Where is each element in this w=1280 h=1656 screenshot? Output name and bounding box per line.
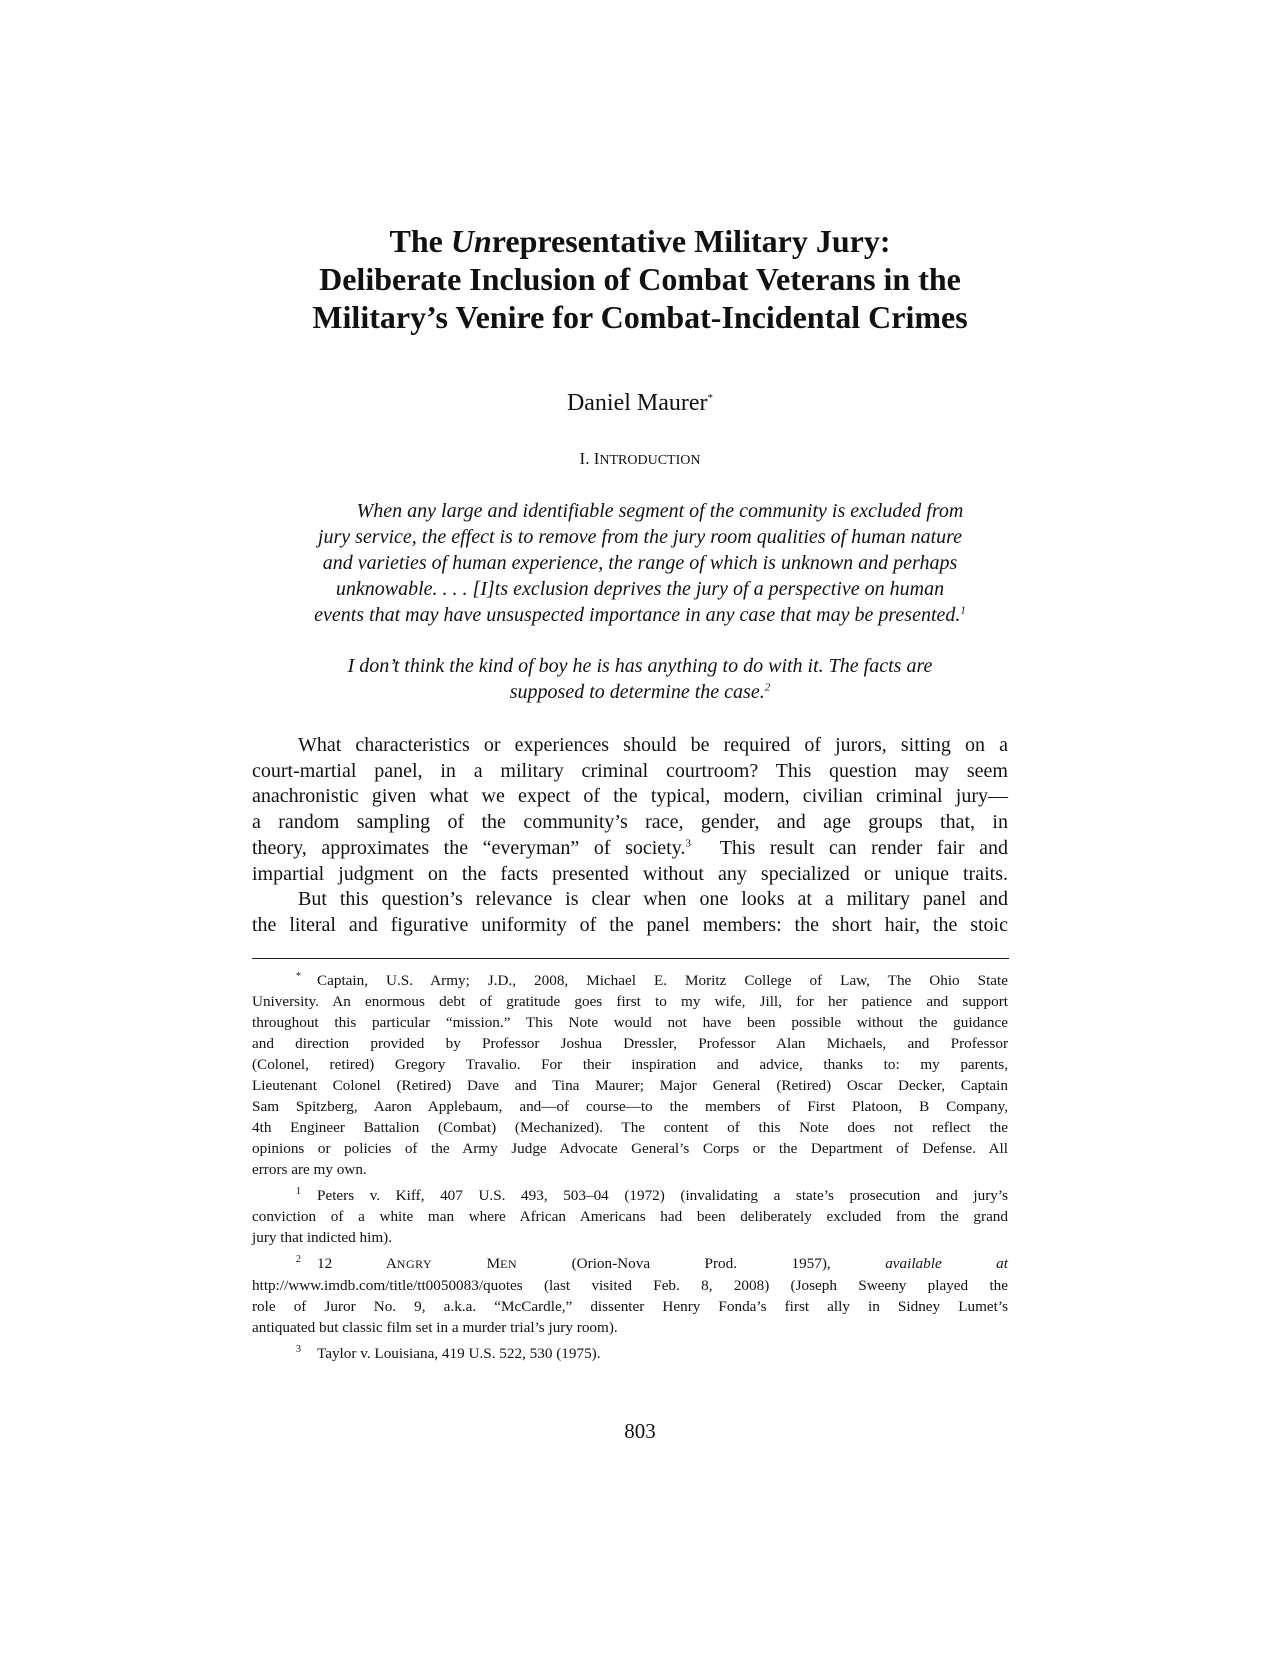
- author-byline: [340, 388, 940, 418]
- quote-line: events that may have unsuspected importance in any case that may be presented.$^1$: [314, 604, 966, 626]
- footnote-line: $^3$ Taylor v. Louisiana, 419 U.S. 522, 530 (1975).: [296, 1343, 601, 1362]
- body-line: theory, approximates the “everyman” of society.$^3$ This result can render fair and: [252, 836, 1008, 859]
- footnote-line: jury that indicted him).: [252, 1229, 393, 1246]
- footnote-line: Lieutenant Colonel (Retired) Dave and Tina Maurer; Major General (Retired) Oscar Decker, Captain: [252, 1077, 1008, 1094]
- quote-line: I don’t think the kind of boy he is has anything to do with it. The facts are: [347, 655, 933, 677]
- footnote-line: 4th Engineer Battalion (Combat) (Mechanized). The content of this Note does not reflect the: [252, 1119, 1008, 1136]
- footnote-mark: *: [296, 970, 301, 982]
- quote-line: supposed to determine the case.$^2$: [509, 681, 771, 703]
- author-footnote-mark[interactable]: *: [707, 392, 714, 404]
- quote-line: When any large and identifiable segment of the community is excluded from: [356, 500, 964, 522]
- title-italic-prefix: Un: [450, 223, 492, 259]
- author-name: Daniel Maurer: [566, 390, 708, 416]
- epigraph-quote-2: [252, 653, 1028, 705]
- body-line: But this question’s relevance is clear when one looks at a military panel and: [298, 888, 1008, 911]
- body-text: [252, 733, 1008, 939]
- epigraph-quote-1: [252, 498, 1028, 628]
- footnote-line: (Colonel, retired) Gregory Travalio. For their inspiration and advice, thanks to: my parents,: [252, 1056, 1008, 1073]
- footnote-line: conviction of a white man where African Americans had been deliberately excluded from the grand: [252, 1208, 1008, 1225]
- footnote-ref-3[interactable]: 3: [685, 837, 691, 850]
- footnote-link-line[interactable]: http://www.imdb.com/title/tt0050083/quotes (last visited Feb. 8, 2008) (Joseph Sweeny played the: [252, 1277, 1008, 1294]
- article-title: [200, 222, 1080, 336]
- body-line: anachronistic given what we expect of the typical, modern, civilian criminal jury—: [252, 785, 1008, 808]
- footnote-line: Sam Spitzberg, Aaron Applebaum, and—of course—to the members of First Platoon, B Company,: [252, 1098, 1008, 1115]
- footnote-line: throughout this particular “mission.” This Note would not have been possible without the guidance: [252, 1014, 1008, 1031]
- section-heading: I. INTRODUCTION: [579, 449, 701, 468]
- quote-line: and varieties of human experience, the range of which is unknown and perhaps: [322, 552, 958, 574]
- footnote-ref-1[interactable]: 1: [960, 604, 966, 617]
- footnotes: [252, 970, 1008, 1369]
- footnote-1: [252, 1185, 1008, 1248]
- title-line-1: The Unrepresentative Military Jury:: [389, 223, 891, 259]
- body-line: impartial judgment on the facts presented without any specialized or unique traits.: [252, 862, 1008, 885]
- footnote-line: University. An enormous debt of gratitude goes first to my wife, Jill, for her patience and support: [252, 993, 1008, 1010]
- footnote-mark: 1: [296, 1185, 301, 1197]
- footnote-ref-2[interactable]: 2: [764, 681, 771, 694]
- footnote-mark: 3: [296, 1343, 301, 1355]
- footnote-line: role of Juror No. 9, a.k.a. “McCardle,” dissenter Henry Fonda’s first ally in Sidney Lumet’s: [252, 1298, 1008, 1315]
- footnote-line: opinions or policies of the Army Judge Advocate General’s Corps or the Department of Defense. All: [252, 1140, 1008, 1157]
- title-line-3: Military’s Venire for Combat-Incidental Crimes: [312, 299, 968, 335]
- body-line: What characteristics or experiences should be required of jurors, sitting on a: [298, 734, 1008, 756]
- body-line: a random sampling of the community’s race, gender, and age groups that, in: [252, 811, 1008, 834]
- body-line: court-martial panel, in a military criminal courtroom? This question may seem: [252, 759, 1008, 782]
- footnote-line: $^2$ 12 ANGRY MEN (Orion-Nova Prod. 1957), available at: [296, 1253, 1008, 1272]
- footnote-line: and direction provided by Professor Joshua Dressler, Professor Alan Michaels, and Professor: [252, 1035, 1008, 1052]
- footnote-line: antiquated but classic film set in a murder trial’s jury room).: [252, 1319, 618, 1336]
- footnote-line: $^1$ Peters v. Kiff, 407 U.S. 493, 503–04 (1972) (invalidating a state’s prosecution and jury’s: [296, 1185, 1008, 1204]
- footnote-2: [252, 1253, 1008, 1338]
- footnote-separator: [252, 958, 1009, 959]
- footnote-mark: 2: [296, 1253, 301, 1265]
- footnote-line: * Captain, U.S. Army; J.D., 2008, Michael E. Moritz College of Law, The Ohio State: [296, 970, 1008, 989]
- quote-line: jury service, the effect is to remove from the jury room qualities of human nature: [317, 526, 963, 548]
- page-number: 803: [624, 1419, 656, 1443]
- footnote-star: [252, 970, 1008, 1180]
- title-line-2: Deliberate Inclusion of Combat Veterans in the: [319, 261, 961, 297]
- footnote-3: [252, 1343, 1008, 1364]
- footnote-line: errors are my own.: [252, 1161, 367, 1178]
- quote-line: unknowable. . . . [I]ts exclusion deprives the jury of a perspective on human: [335, 578, 945, 600]
- body-line: the literal and figurative uniformity of the panel members: the short hair, the stoic: [252, 913, 1008, 936]
